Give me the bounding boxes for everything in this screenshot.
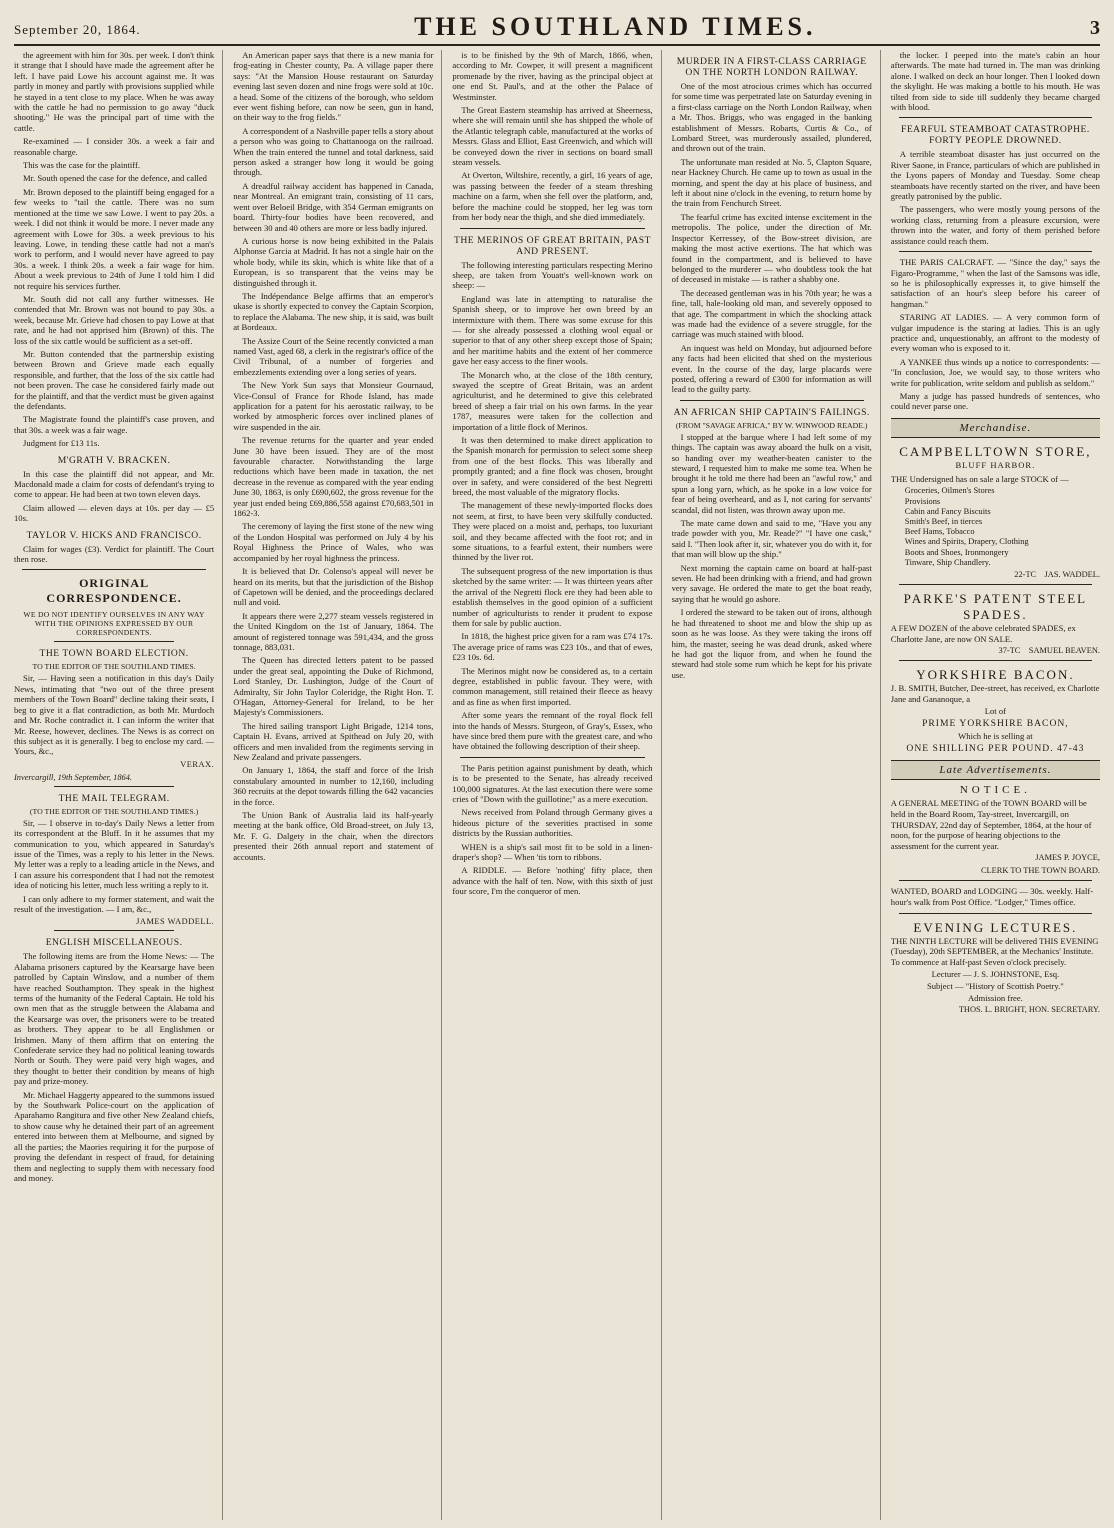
ad-list-item: Provisions <box>904 496 941 506</box>
ad-list-item: Boots and Shoes, Ironmongery <box>904 547 1009 557</box>
ad-reference: 37-TC <box>998 646 1021 656</box>
paragraph: An inquest was held on Monday, but adjourned before any facts had been elicited that shed on the mysterious event. In the course of the day, large placards were posted, offering a reward of £300 for information as will lead to the guilty party. <box>671 342 872 395</box>
paragraph: A YANKEE thus winds up a notice to correspondents: — "In conclusion, Joe, we would say, to those writers who write for publication, write seldom and publish as seldom." <box>890 356 1100 388</box>
ad-signature: JAMES P. JOYCE, <box>1035 853 1100 863</box>
paragraph: The following interesting particulars respecting Merino sheep, are taken from Youatt's well-known work on sheep: — <box>452 259 653 291</box>
ad-line: Admission free. <box>967 993 1023 1004</box>
paragraph: It appears there were 2,277 steam vessels registered in the United Kingdom on the 1st of January, 1864. The amount of registered tonnage was 591,434, and the gross tonnage, 883,031. <box>233 610 434 652</box>
paragraph: The following items are from the Home News: — The Alabama prisoners captured by the Kearsarge have been patrolled by Captain Winslow, and a number of them have reached Southampton. They speak in the highest terms of the humanity of the Federal Captain. He told his own men that as the struggle between the Alabama and the Kearsarge was over, the prisoners were to be treated as brothers. They appear to be all Englishmen or Irishmen. Many of them affirm that on entering the Confederate service they had no political leaning towards North or South. They were paid very high wages, and they thought to better their condition by means of high pay and prize-money. <box>14 951 215 1087</box>
article-heading: THE MERINOS OF GREAT BRITAIN, PAST AND PRESENT. <box>454 234 651 257</box>
ad-body: A FEW DOZEN of the above celebrated SPADES, ex Charlotte Jane, are now ON SALE. <box>890 623 1076 644</box>
article-source: (FROM "SAVAGE AFRICA," BY W. WINWOOD READE.) <box>675 420 868 430</box>
page-number: 3 <box>1090 17 1100 39</box>
letter-heading: THE TOWN BOARD ELECTION. <box>39 648 189 660</box>
ad-body: J. B. SMITH, Butcher, Dee-street, has received, ex Charlotte Jane and Gananoque, a <box>890 683 1100 704</box>
paragraph: The ceremony of laying the first stone of the new wing of the London Hospital was performed on July 4 by his Royal Highness the Prince of Wales, who was accompanied by her royal highness the princess. <box>233 521 434 563</box>
paragraph: The mate came down and said to me, "Have you any trade powder with you, Mr. Reade?" "I have one cask," said I. "Then look after it, sir, whatever you do with it, for that man will blow up the ship." <box>671 518 872 560</box>
paragraph: the locker. I peeped into the mate's cabin an hour afterwards. The mate had turned in. The man was drinking alone. I walked on deck an hour longer. Then I looked down the skylight. He was making a bottle to his mouth. He was tilted from side to side till suddenly they became charged with blood. <box>890 50 1100 113</box>
section-heading: ENGLISH MISCELLANEOUS. <box>45 937 183 949</box>
paragraph: I stopped at the barque where I had left some of my things. The captain was away aboard the hulk on a visit, so handing over my weather-beaten canister to the steward, I requested him to make me some tea. When he brought it he told me there had been an "awful row," and spun a long yarn, which, as he spoke in a low voice for fear of being overheard, and as I, not caring for servants' scandal, did not listen, was thrown away upon me. <box>671 431 872 515</box>
ad-signature: CLERK TO THE TOWN BOARD. <box>980 866 1100 876</box>
paragraph: I ordered the steward to be taken out of irons, although he had threatened to shoot me and blow the ship up as soon as he was loose. As they were taking the irons off him, the master, seeing he was dead drunk, asked where he had got the liquor from, and when he found the steward had stole some rum which he kept for his private use. <box>671 607 872 680</box>
paragraph: Mr. Button contended that the partnership existing between Brown and Grieve made each equally responsible, and further, that the loss of the six cattle had not been proven. The case he considered fairly made out for the plaintiff, and that the verdict must be given against the defendants. <box>14 348 215 411</box>
divider <box>54 641 174 642</box>
column-3 <box>452 50 661 1520</box>
section-heading: ORIGINAL CORRESPONDENCE. <box>46 576 182 606</box>
divider <box>899 660 1092 661</box>
ad-line: ONE SHILLING PER POUND. 47-43 <box>906 743 1085 755</box>
divider <box>54 786 174 787</box>
case-heading: TAYLOR V. HICKS AND FRANCISCO. <box>26 529 202 541</box>
paragraph: On January 1, 1864, the staff and force of the Irish constabulary amounted in number to 12,160, including 360 recruits at the depot towards filling the 642 vacancies in the force. <box>233 765 434 807</box>
paragraph: The fearful crime has excited intense excitement in the metropolis. The police, under the direction of Mr. Inspector Kerressey, of the Bow-street division, are making the most active exertions. The hat which was found in the compartment, and is believed to have belonged to the murderer — who doubtless took the hat of deceased in mistake — is rather a shabby one. <box>671 211 872 285</box>
case-heading: M'GRATH V. BRACKEN. <box>57 454 171 466</box>
paragraph: In 1818, the highest price given for a ram was £74 17s. The average price of rams was £23 10s., and that of ewes, £23 10s. 6d. <box>452 631 653 663</box>
ad-list-item: Beef Hams, Tobacco <box>904 527 975 537</box>
paragraph: The deceased gentleman was in his 70th year; he was a fine, tall, hale-looking old man, and severely opposed to that age. The compartment in which the shocking attack was made had the evidence of a severe struggle, for the carriage was much stained with blood. <box>671 287 872 340</box>
paragraph: Many a judge has passed hundreds of sentences, who could never parse one. <box>890 390 1100 412</box>
ad-line: Subject — "History of Scottish Poetry." <box>926 981 1064 992</box>
ad-body: A GENERAL MEETING of the TOWN BOARD will be held in the Board Room, Tay-street, Invercargill, on THURSDAY, 22nd day of September, 1864, at the hour of noon, for the purpose of hearing objections to the assessment for the current year. <box>890 798 1092 851</box>
divider <box>680 400 864 401</box>
paragraph: The subsequent progress of the new importation is thus sketched by the same writer: — It was thirteen years after the arrival of the Negretti flock ere they had been able to establish themselves in the good opinion of a sufficient number of agriculturists to render it prudent to expose them for sale by public auction. <box>452 565 653 628</box>
paragraph: The hired sailing transport Light Brigade, 1214 tons, Captain H. Evans, arrived at Spithead on July 20, with officers and men invalided from the regiments serving in New Zealand and private passengers. <box>233 720 434 762</box>
paragraph: The revenue returns for the quarter and year ended June 30 have been issued. They are of the most favourable character. Notwithstanding the large reductions which have been made in taxation, the net decrease in the revenue as compared with the year ending June 30, 1863, is only £690,602, the gross revenue for the year just ended being £69,886,558 against £70,683,501 in 1862-3. <box>233 435 434 519</box>
paragraph: The Great Eastern steamship has arrived at Sheerness, where she will remain until she has shipped the whole of the Atlantic telegraph cable, manufactured at the works of Messrs. Glass and Elliot, East Greenwich, and which will be conveyed down the river in sections on board small steam vessels. <box>452 105 653 168</box>
ad-title: EVENING LECTURES. <box>913 919 1078 935</box>
paragraph: It is believed that Dr. Colenso's appeal will never be heard on its merits, but that the jurisdiction of the Bishop of Capetown will be denied, and the proceedings declared null and void. <box>233 566 434 608</box>
ad-list-item: Tinware, Ship Chandlery. <box>904 557 991 567</box>
paragraph: After some years the remnant of the royal flock fell into the hands of Messrs. Sturgeon, of Gray's, Essex, who have since bred them pure with the greatest care, and who have obtained the following description of their sheep. <box>452 710 653 752</box>
ad-title: CAMPBELLTOWN STORE, <box>899 443 1092 459</box>
paragraph: The Magistrate found the plaintiff's case proven, and that 30s. a week was a fair wage. <box>14 414 215 435</box>
divider <box>460 757 644 758</box>
paragraph: The unfortunate man resided at No. 5, Clapton Square, near Hackney Church. He came up to town as usual in the morning, and spent the day at his place of business, and left it about nine o'clock in the evening, to return home by the train from Fenchurch Street. <box>671 156 872 209</box>
ad-title: YORKSHIRE BACON. <box>916 667 1075 683</box>
divider <box>899 251 1092 252</box>
column-2 <box>233 50 442 1520</box>
paragraph: This was the case for the plaintiff. <box>23 160 141 171</box>
ad-signature <box>891 570 1100 579</box>
section-banner-merchandise: Merchandise. <box>891 418 1100 438</box>
ad-signature <box>891 646 1100 655</box>
paragraph: The New York Sun says that Monsieur Gournaud, Vice-Consul of France for Rhode Island, has made application for a patent for his aerostatic railway, to be worked by atmospheric forces over inclined planes of wire suspended in the air. <box>233 380 434 432</box>
newspaper-title: THE SOUTHLAND TIMES. <box>414 12 817 41</box>
paragraph: In this case the plaintiff did not appear, and Mr. Macdonald made a claim for costs of defendant's trying to come to appear. He had been at two town eleven days. <box>14 468 215 500</box>
letter-signature: JAMES WADDELL. <box>136 917 215 927</box>
paragraph: is to be finished by the 9th of March, 1866, when, according to Mr. Cowper, it will present a magnificent promenade by the river, having as the principal object at one end St. Paul's, and at the other the Palace of Westminster. <box>452 50 653 102</box>
paragraph: A correspondent of a Nashville paper tells a story about a person who was going to Chattanooga on the railroad. When the train entered the tunnel and total darkness, said person asked a stranger how long it would be going through. <box>233 125 434 178</box>
ad-body: THE Undersigned has on sale a large STOCK of — <box>890 473 1069 484</box>
paragraph: WHEN is a ship's sail most fit to be sold in a linen-draper's shop? — When 'tis torn to ribbons. <box>452 841 653 863</box>
ad-line: Lot of <box>984 706 1007 717</box>
ad-body: WANTED, BOARD and LODGING — 30s. weekly. Half-hour's walk from Post Office. "Lodger," Times office. <box>890 886 1094 907</box>
paragraph: Claim for wages (£3). Verdict for plaintiff. The Court then rose. <box>14 543 215 565</box>
paragraph: The Monarch who, at the close of the 18th century, swayed the sceptre of Great Britain, was an ardent agriculturist, and he determined to give this celebrated breed of sheep a fair trial on his own farms. In the year 1787, measures were taken for the collection and importation of a little flock of Merinos. <box>452 369 653 432</box>
paragraph: At Overton, Wiltshire, recently, a girl, 16 years of age, was passing between the feeder of a steam threshing machine on a farm, when she fell over the platform, and, before the machine could be stopped, her leg was torn from her body near the thigh, and she died immediately. <box>452 170 653 223</box>
paragraph: The Union Bank of Australia laid its half-yearly meeting at the bank office, Old Broad-street, on July 13, Mr. F. G. Dalgety in the chair, when the directors presented their 26th annual report and statement of accounts. <box>233 810 434 862</box>
ad-list-item: Smith's Beef, in tierces <box>904 516 983 526</box>
ad-line: Which he is selling at <box>958 731 1033 742</box>
paragraph: A dreadful railway accident has happened in Canada, near Montreal. An emigrant train, consisting of 11 cars, went over Beloeil Bridge, with 354 German emigrants on board. Thirty-four bodies have been recovered, and between 30 and 40 others are more or less badly injured. <box>233 180 434 233</box>
paragraph: The Paris petition against punishment by death, which is to be presented to the Senate, has already received 100,000 signatures. At the last execution there were some cries of "Down with the guillotine;" as a mere execution. <box>452 762 653 804</box>
ad-advertiser: JAS. WADDEL. <box>1044 570 1100 579</box>
issue-date: September 20, 1864. <box>14 22 141 37</box>
ad-list-item: Wines and Spirits, Drapery, Clothing <box>904 537 1029 547</box>
paragraph: I can only adhere to my former statement, and wait the result of the investigation. — I am, &c., <box>14 893 215 914</box>
paragraph: Claim allowed — eleven days at 10s. per day — £5 10s. <box>14 502 215 524</box>
paragraph: It was then determined to make direct application to the Spanish monarch for permission to select some sheep from one of the best flocks. This was liberally and promptly granted; and a fine flock was chosen, brought over in safety, and were considered of the best Negretti breed, the most valuable of the migratory flocks. <box>452 435 653 498</box>
ad-reference: 22-TC <box>1014 570 1037 579</box>
paragraph: Sir, — I observe in to-day's Daily News a letter from its correspondent at the Bluff. In it he assumes that my communication to you, which appeared in Saturday's issue of the Times, was a reply to his letter in the News. My letter was a reply to a leading article in the News, and I can assure his correspondent that I had not the remotest idea of noticing his letter, much less writing a reply to it. <box>14 817 215 891</box>
divider <box>899 584 1092 585</box>
divider <box>54 930 174 931</box>
paragraph: England was late in attempting to naturalise the Spanish sheep, or to improve her own breed by an intermixture with them. There was some excuse for this — for she already possessed a clothing wool equal or superior to that of any other sheep except those of Spain; and her maritime habits and the extent of her commerce gave her easy access to the finer wools. <box>452 293 653 367</box>
letter-heading: THE MAIL TELEGRAM. <box>58 792 170 804</box>
column-4 <box>672 50 881 1520</box>
section-banner-late-ads: Late Advertisements. <box>891 760 1100 780</box>
divider <box>899 880 1092 881</box>
article-heading: AN AFRICAN SHIP CAPTAIN'S FAILINGS. <box>673 406 870 418</box>
ad-line: PRIME YORKSHIRE BACON, <box>922 718 1069 730</box>
ad-list-item: Cabin and Fancy Biscuits <box>904 506 991 516</box>
column-5 <box>891 50 1100 1520</box>
paragraph: The Indépendance Belge affirms that an emperor's ukase is shortly expected to convey the Captain Scorpion, to replace the Alabama. The new ship, it is said, was built at Bordeaux. <box>233 290 434 333</box>
ad-signature: THOS. L. BRIGHT, HON. SECRETARY. <box>958 1005 1100 1015</box>
paragraph: The Assize Court of the Seine recently convicted a man named Vast, aged 68, a clerk in the registrar's office of the Civil Tribunal, of a number of forgeries and embezzlements extending over a long series of years. <box>233 335 434 377</box>
divider <box>899 913 1092 914</box>
divider <box>460 228 644 229</box>
letter-place: Invercargill, 19th September, 1864. <box>14 772 132 782</box>
divider <box>899 117 1092 118</box>
paragraph: THE PARIS CALCRAFT. — "Since the day," says the Figaro-Programme, " when the last of the Samsons was idle, so he is philosophically expresses it, to give himself the satisfaction of an hour's sleep before his career of hangman." <box>890 257 1100 309</box>
ad-subtitle: BLUFF HARBOR. <box>955 459 1036 470</box>
letter-address: TO THE EDITOR OF THE SOUTHLAND TIMES. <box>32 662 196 672</box>
columns <box>14 50 1100 1520</box>
paragraph: The passengers, who were mostly young persons of the working class, returning from a pleasure excursion, were thrown into the water, and forty of them perished before assistance could reach them. <box>890 204 1100 246</box>
article-heading: MURDER IN A FIRST-CLASS CARRIAGE ON THE NORTH LONDON RAILWAY. <box>676 56 867 78</box>
ad-line: Lecturer — J. S. JOHNSTONE, Esq. <box>931 969 1060 980</box>
paragraph: The management of these newly-imported flocks does not seem, at first, to have been very skilfully conducted. They were placed on a moist and, perhaps, too luxuriant soil, and they became affected with the foot rot; and in some situations, to a fearful extent, their numbers were thinned by the liver rot. <box>452 500 653 563</box>
paragraph: The Queen has directed letters patent to be passed under the great seal, appointing the Duke of Richmond, Lord Stanley, Dr. Lushington, Judge of the Court of Admiralty, Sir John Taylor Coleridge, the Right Hon. T. O'Hagan, Attorney-General for Ireland, to be her Majesty's Commissioners. <box>233 655 434 718</box>
paragraph: One of the most atrocious crimes which has occurred for some time was perpetrated late on Saturday evening in a first-class carriage on the North London Railway, when a Mr. Thos. Briggs, who was engaged in the banking establishment of Messrs. Robarts, Curtis & Co., of Lombard Street, was murderously assailed, plundered, and thrown out of the train. <box>671 81 872 154</box>
paragraph: A RIDDLE. — Before 'nothing' fifty place, then advance with the half of ten. Now, with this sixth of just four score, I'm the conqueror of men. <box>452 865 653 897</box>
paragraph: A curious horse is now being exhibited in the Palais Alphonse Garcia at Madrid. It has not a single hair on the whole body, while its skin, which is white like that of a European, is so transparent that the veins may be distinguished through it. <box>233 235 434 288</box>
paragraph: Judgment for £13 11s. <box>23 438 100 449</box>
paragraph: Sir, — Having seen a notification in this day's Daily News, intimating that "two out of the three present members of the Town Board" decline taking their seats, I beg to give it a flat contradiction, as both Mr. Murdoch and Mr. Roche contradict it. I can inform the writer that Mr. Reese, however, declines. The News is as correct on this subject as it is generally. I beg to enclose my card. — Yours, &c., <box>14 673 215 757</box>
letter-signature: VERAX. <box>180 759 215 769</box>
column-1 <box>14 50 223 1520</box>
paragraph: A terrible steamboat disaster has just occurred on the River Saone, in France, particulars of which are published in the Lyons papers of Monday and Tuesday. Some cheap steamboats have recently started on the river, and have been greatly patronised by the public. <box>890 149 1100 202</box>
paragraph: The Merinos might now be considered as, to a certain degree, established in public favour. They were, with common management, still retained their fleece as heavy and as fine as when first imported. <box>452 665 653 707</box>
paragraph: Mr. Michael Haggerty appeared to the summons issued by the Southwark Police-court on the application of Aparahamo Rangitura and five other New Zealand chiefs, to show cause why he detained their part of an agreement entered into between them at Melbourne, and signed by all the parties; the Maories requiring it for the purpose of proving the defendant in respect of fraud, for detaining them and neglecting to supply them with necessary food and money. <box>14 1089 215 1183</box>
ad-title: NOTICE. <box>959 784 1031 797</box>
ad-body: THE NINTH LECTURE will be delivered THIS EVENING (Tuesday), 20th SEPTEMBER, at the Mechanics' Institute. To commence at Half-past Seven o'clock precisely. <box>890 935 1099 967</box>
paragraph: News received from Poland through Germany gives a hideous picture of the severities practised in some districts by the Russian authorities. <box>452 807 653 839</box>
ad-title: PARKE'S PATENT STEEL SPADES. <box>903 591 1088 622</box>
paragraph: the agreement with him for 30s. per week. I don't think it strange that I should have made the agreement after he left. I have paid Lowe his account against me. It was partly in money and partly with provisions supplied while he stayed in a tent close to my place. When he was away with the cattle he had no permission to go away "duck shooting." He was the principal part of time with the cattle. <box>14 50 215 133</box>
paragraph: Mr. South did not call any further witnesses. He contended that Mr. Brown was not bound to pay 30s. a week, because Mr. Grieve had chosen to pay Lowe at that rate, and he had not apprised him (Brown) of this. The loss of the six cattle would be sufficient as a set-off. <box>14 293 215 346</box>
paragraph: An American paper says that there is a new mania for frog-eating in Chester county, Pa. A village paper there says: "At the Mansion House restaurant on Saturday evening last seven dozen and nine frogs were sold at 10c. a head. Some of the citizens of the borough, who seldom ever went fishing before, can now be seen, gun in hand, on their way to the frog fields." <box>233 50 434 123</box>
paragraph: Mr. South opened the case for the defence, and called <box>23 173 207 184</box>
masthead <box>14 10 1100 46</box>
ad-list-item: Groceries, Oilmen's Stores <box>904 486 995 496</box>
paragraph: STARING AT LADIES. — A very common form of vulgar impudence is the staring at ladies. This is an ugly practice and, unquestionably, an affront to the modesty of every woman who is exposed to it. <box>890 312 1100 354</box>
divider <box>22 569 206 570</box>
ad-advertiser: SAMUEL BEAVEN. <box>1028 646 1100 656</box>
paragraph: Mr. Brown deposed to the plaintiff being engaged for a few weeks to "tail the cattle. There was no sum mentioned at the time we saw Lowe. I went to pay 20s. a week. I did not think it would be more. I never made any agreement with Lowe for 30s. a week previous to his leaving. Lowe, in tending these cattle had not a man's work to perform, and I would never have agreed to pay 30s. a week. I think 20s. a week a fair wage for him. About a week previous to 24th of June I told him I did not require his services further. <box>14 186 215 291</box>
paragraph: Re-examined — I consider 30s. a week a fair and reasonable charge. <box>14 136 215 157</box>
letter-address: (TO THE EDITOR OF THE SOUTHLAND TIMES.) <box>29 806 199 816</box>
editorial-note: WE DO NOT IDENTIFY OURSELVES IN ANY WAY WITH THE OPINIONS EXPRESSED BY OUR CORRESPONDENTS. <box>23 610 205 638</box>
article-heading: FEARFUL STEAMBOAT CATASTROPHE. FORTY PEOPLE DROWNED. <box>900 124 1090 147</box>
paragraph: Next morning the captain came on board at half-past seven. He had been drinking with a friend, and had grown very savage. He ordered the mate to get the boat ready, saying that he would go ashore. <box>671 562 872 604</box>
